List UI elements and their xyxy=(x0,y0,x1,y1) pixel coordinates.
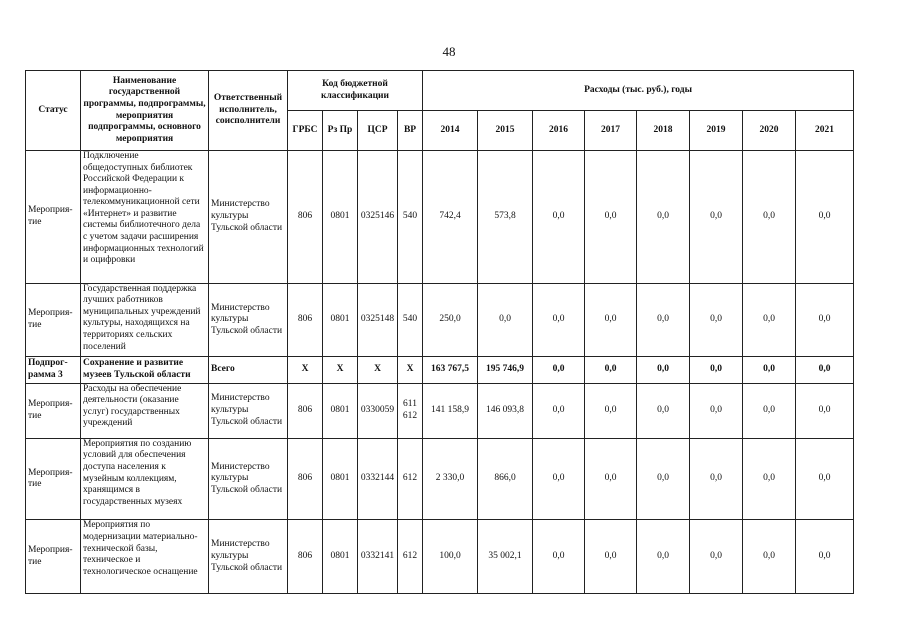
row-status: Мероприя-тие xyxy=(26,283,81,356)
header-executor: Ответственный исполнитель, соисполнители xyxy=(209,71,288,151)
row-value-2019: 0,0 xyxy=(690,357,743,384)
row-value-2016: 0,0 xyxy=(533,520,585,594)
row-vr-value: 612 xyxy=(402,473,418,484)
row-value-2017: 0,0 xyxy=(585,383,637,438)
row-value-2016: 0,0 xyxy=(533,383,585,438)
row-value-2016: 0,0 xyxy=(533,357,585,384)
row-value-2020: 0,0 xyxy=(743,357,796,384)
row-value-2014: 100,0 xyxy=(423,520,478,594)
row-value-2018: 0,0 xyxy=(637,438,690,520)
row-rzpr: 0801 xyxy=(323,151,358,284)
row-vr-value: Х xyxy=(406,364,414,374)
header-year-6: 2020 xyxy=(743,111,796,151)
header-status: Статус xyxy=(26,71,81,151)
header-year-1: 2015 xyxy=(478,111,533,151)
row-status: Подпрог-рамма 3 xyxy=(26,357,81,384)
row-value-2015: 195 746,9 xyxy=(478,357,533,384)
row-value-2015: 573,8 xyxy=(478,151,533,284)
row-value-2018: 0,0 xyxy=(637,383,690,438)
row-vr xyxy=(398,520,423,594)
row-executor: Министерство культуры Тульской области xyxy=(209,438,288,520)
row-status: Мероприя-тие xyxy=(26,383,81,438)
row-rzpr: Х xyxy=(323,357,358,384)
row-value-2018: 0,0 xyxy=(637,357,690,384)
row-vr-value: 612 xyxy=(402,410,418,421)
row-grbs: 806 xyxy=(288,151,323,284)
table-row xyxy=(26,520,854,594)
row-value-2019: 0,0 xyxy=(690,151,743,284)
table-row xyxy=(26,151,854,284)
page-number: 48 xyxy=(442,44,456,59)
row-value-2015: 866,0 xyxy=(478,438,533,520)
row-value-2016: 0,0 xyxy=(533,283,585,356)
row-value-2020: 0,0 xyxy=(743,283,796,356)
row-csr: Х xyxy=(358,357,398,384)
row-vr xyxy=(398,383,423,438)
row-vr xyxy=(398,438,423,520)
row-vr xyxy=(398,357,423,384)
header-code-1: Рз Пр xyxy=(323,111,358,151)
row-value-2019: 0,0 xyxy=(690,520,743,594)
row-name: Мероприятия по созданию условий для обеспечения доступа населения к музейным коллекциям, хранящимся в государственных музеях xyxy=(81,438,209,520)
row-value-2021: 0,0 xyxy=(796,383,854,438)
row-value-2015: 35 002,1 xyxy=(478,520,533,594)
row-executor: Министерство культуры Тульской области xyxy=(209,151,288,284)
table-row xyxy=(26,283,854,356)
header-year-5: 2019 xyxy=(690,111,743,151)
row-value-2019: 0,0 xyxy=(690,438,743,520)
row-name: Расходы на обеспечение деятельности (оказание услуг) государственных учреждений xyxy=(81,383,209,438)
row-value-2017: 0,0 xyxy=(585,283,637,356)
row-name: Мероприятия по модернизации материально-технической базы, техническое и технологическое оснащение xyxy=(81,520,209,594)
table-header xyxy=(26,71,854,151)
row-vr-value: 540 xyxy=(402,313,418,324)
row-vr-value: 611 xyxy=(403,398,417,409)
row-rzpr: 0801 xyxy=(323,438,358,520)
budget-table xyxy=(25,70,854,594)
row-csr: 0332141 xyxy=(358,520,398,594)
header-year-0: 2014 xyxy=(423,111,478,151)
row-value-2020: 0,0 xyxy=(743,520,796,594)
header-year-4: 2018 xyxy=(637,111,690,151)
header-year-2: 2016 xyxy=(533,111,585,151)
row-value-2018: 0,0 xyxy=(637,520,690,594)
row-rzpr: 0801 xyxy=(323,520,358,594)
row-name: Подключение общедоступных библиотек Российской Федерации к информационно-телекоммуникационной сети «Интернет» и развитие системы библиотечного дела с учетом задачи расширения информационных технологий и оцифровки xyxy=(81,151,209,284)
row-value-2014: 742,4 xyxy=(423,151,478,284)
row-executor: Всего xyxy=(209,357,288,384)
row-value-2019: 0,0 xyxy=(690,383,743,438)
row-value-2021: 0,0 xyxy=(796,151,854,284)
row-value-2021: 0,0 xyxy=(796,357,854,384)
row-value-2017: 0,0 xyxy=(585,357,637,384)
row-value-2016: 0,0 xyxy=(533,438,585,520)
row-value-2020: 0,0 xyxy=(743,438,796,520)
row-value-2018: 0,0 xyxy=(637,283,690,356)
row-name: Сохранение и развитие музеев Тульской области xyxy=(81,357,209,384)
table-row xyxy=(26,357,854,384)
row-value-2021: 0,0 xyxy=(796,520,854,594)
row-value-2019: 0,0 xyxy=(690,283,743,356)
row-grbs: 806 xyxy=(288,438,323,520)
row-csr: 0332144 xyxy=(358,438,398,520)
row-executor: Министерство культуры Тульской области xyxy=(209,283,288,356)
row-value-2018: 0,0 xyxy=(637,151,690,284)
row-value-2016: 0,0 xyxy=(533,151,585,284)
row-executor: Министерство культуры Тульской области xyxy=(209,520,288,594)
row-value-2014: 141 158,9 xyxy=(423,383,478,438)
row-csr: 0325146 xyxy=(358,151,398,284)
row-grbs: 806 xyxy=(288,520,323,594)
row-value-2020: 0,0 xyxy=(743,151,796,284)
row-value-2015: 146 093,8 xyxy=(478,383,533,438)
row-value-2014: 250,0 xyxy=(423,283,478,356)
row-executor: Министерство культуры Тульской области xyxy=(209,383,288,438)
header-expenses: Расходы (тыс. руб.), годы xyxy=(423,71,854,111)
row-value-2017: 0,0 xyxy=(585,151,637,284)
row-grbs: Х xyxy=(288,357,323,384)
row-vr xyxy=(398,151,423,284)
row-csr: 0325148 xyxy=(358,283,398,356)
row-vr-value: 540 xyxy=(402,210,418,221)
table-body xyxy=(26,151,854,594)
row-csr: 0330059 xyxy=(358,383,398,438)
row-rzpr: 0801 xyxy=(323,283,358,356)
row-value-2021: 0,0 xyxy=(796,283,854,356)
row-grbs: 806 xyxy=(288,383,323,438)
row-grbs: 806 xyxy=(288,283,323,356)
row-name: Государственная поддержка лучших работников муниципальных учреждений культуры, находящихся на территориях сельских поселений xyxy=(81,283,209,356)
row-value-2020: 0,0 xyxy=(743,383,796,438)
header-budget-code: Код бюджетной классификации xyxy=(288,71,423,111)
header-code-3: ВР xyxy=(398,111,423,151)
row-vr-value: 612 xyxy=(402,550,418,561)
row-value-2017: 0,0 xyxy=(585,438,637,520)
row-value-2021: 0,0 xyxy=(796,438,854,520)
row-value-2017: 0,0 xyxy=(585,520,637,594)
row-value-2015: 0,0 xyxy=(478,283,533,356)
row-status: Мероприя-тие xyxy=(26,520,81,594)
row-status: Мероприя-тие xyxy=(26,438,81,520)
table-row xyxy=(26,383,854,438)
row-value-2014: 163 767,5 xyxy=(423,357,478,384)
header-code-0: ГРБС xyxy=(288,111,323,151)
table-row xyxy=(26,438,854,520)
row-rzpr: 0801 xyxy=(323,383,358,438)
header-year-7: 2021 xyxy=(796,111,854,151)
header-code-2: ЦСР xyxy=(358,111,398,151)
row-status: Мероприя-тие xyxy=(26,151,81,284)
row-vr xyxy=(398,283,423,356)
header-name: Наименование государственной программы, подпрограммы, мероприятия подпрограммы, основного мероприятия xyxy=(81,71,209,151)
header-year-3: 2017 xyxy=(585,111,637,151)
row-value-2014: 2 330,0 xyxy=(423,438,478,520)
